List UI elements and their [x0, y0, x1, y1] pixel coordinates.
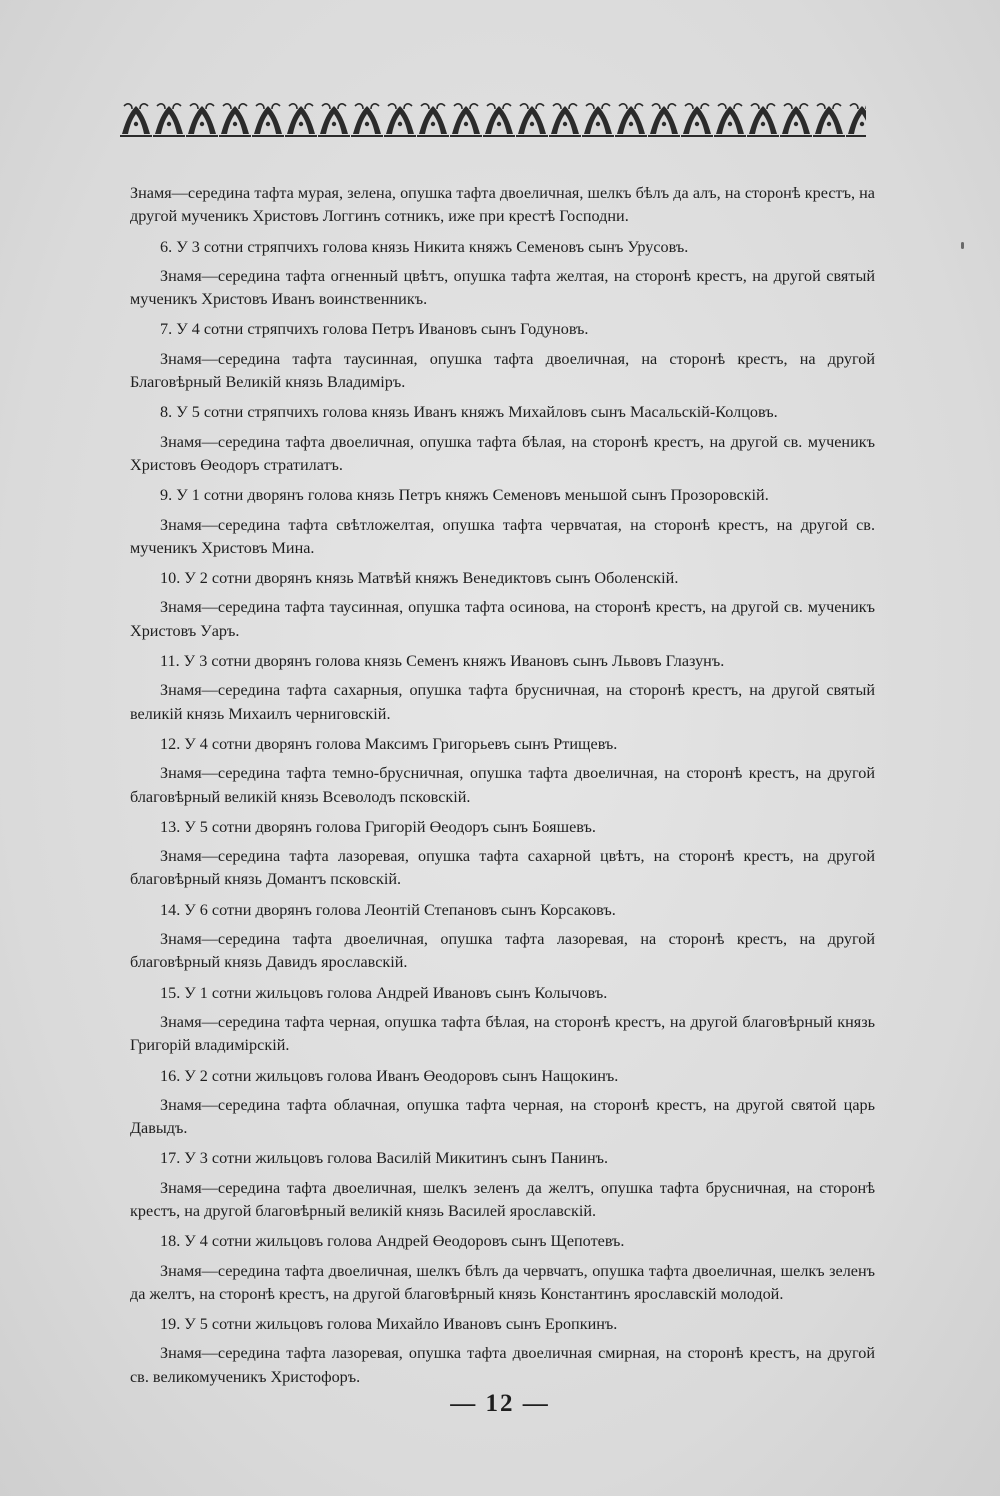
regiment-entry: 10. У 2 сотни дворянъ князь Матвѣй княжъ Венедиктовъ сынъ Оболенскій. — [160, 569, 679, 588]
banner-description: Знамя—середина тафта сахарныя, опушка тафта брусничная, на сторонѣ крестъ, на другой святый великій князь Михаилъ черниговскій. — [130, 681, 875, 723]
ink-speck — [961, 242, 964, 249]
regiment-entry: 13. У 5 сотни дворянъ голова Григорій Өеодоръ сынъ Бояшевъ. — [160, 817, 596, 836]
banner-description: Знамя—середина тафта лазоревая, опушка тафта двоеличная смирная, на сторонѣ крестъ, на другой св. великомученикъ Христофоръ. — [130, 1344, 875, 1386]
regiment-entry: 12. У 4 сотни дворянъ голова Максимъ Григорьевъ сынъ Ртищевъ. — [160, 734, 618, 753]
page-text — [130, 182, 875, 1396]
banner-description: Знамя—середина тафта огненный цвѣтъ, опушка тафта желтая, на сторонѣ крестъ, на другой святый мученикъ Христовъ Иванъ воинственникъ. — [130, 266, 875, 309]
regiment-entry: 11. У 3 сотни дворянъ голова князь Семенъ княжъ Ивановъ сынъ Львовъ Глазунъ. — [160, 652, 725, 671]
banner-description: Знамя—середина тафта свѣтложелтая, опушка тафта червчатая, на сторонѣ крестъ, на другой св. мученикъ Христовъ Мина. — [130, 515, 875, 557]
page-number: — 12 — — [450, 1390, 550, 1417]
banner-description: Знамя—середина тафта таусинная, опушка тафта осинова, на сторонѣ крестъ, на другой св. мученикъ Христовъ Уаръ. — [130, 598, 875, 640]
banner-description: Знамя—середина тафта двоеличная, шелкъ бѣлъ да червчатъ, опушка тафта двоеличная, шелкъ зеленъ да желтъ, на сторонѣ крестъ, на другой благовѣрный князь Константинъ ярославскій молодой. — [130, 1261, 875, 1303]
banner-description: Знамя—середина тафта лазоревая, опушка тафта сахарной цвѣтъ, на сторонѣ крестъ, на другой благовѣрный князь Домантъ псковскій. — [130, 847, 875, 889]
regiment-entry: 7. У 4 сотни стряпчихъ голова Петръ Ивановъ сынъ Годуновъ. — [160, 320, 589, 339]
regiment-entry: 15. У 1 сотни жильцовъ голова Андрей Ивановъ сынъ Колычовъ. — [160, 983, 608, 1002]
banner-description: Знамя—середина тафта темно-брусничная, опушка тафта двоеличная, на сторонѣ крестъ, на другой благовѣрный великій князь Всеволодъ псковскій. — [130, 764, 875, 806]
regiment-entry: 18. У 4 сотни жильцовъ голова Андрей Өеодоровъ сынъ Щепотевъ. — [160, 1232, 625, 1251]
regiment-entry: 8. У 5 сотни стряпчихъ голова князь Иванъ княжъ Михайловъ сынъ Масальскій-Колцовъ. — [160, 403, 778, 422]
regiment-entry: 16. У 2 сотни жильцовъ голова Иванъ Өеодоровъ сынъ Нащокинъ. — [160, 1066, 619, 1085]
regiment-entry: 19. У 5 сотни жильцовъ голова Михайло Ивановъ сынъ Еропкинъ. — [160, 1315, 618, 1334]
regiment-entry: 6. У 3 сотни стряпчихъ голова князь Никита княжъ Семеновъ сынъ Урусовъ. — [160, 237, 689, 256]
banner-description: Знамя—середина тафта двоеличная, опушка тафта бѣлая, на сторонѣ крестъ, на другой св. мученикъ Христовъ Өеодоръ стратилатъ. — [130, 432, 875, 474]
regiment-entry: 9. У 1 сотни дворянъ голова князь Петръ княжъ Семеновъ меньшой сынъ Прозоровскій. — [160, 486, 769, 505]
banner-description: Знамя—середина тафта двоеличная, шелкъ зеленъ да желтъ, опушка тафта брусничная, на сторонѣ крестъ, на другой благовѣрный великій князь Василей ярославскій. — [130, 1178, 875, 1220]
banner-description: Знамя—середина тафта облачная, опушка тафта черная, на сторонѣ крестъ, на другой святой царь Давыдъ. — [130, 1095, 875, 1138]
banner-description: Знамя—середина тафта двоеличная, опушка тафта лазоревая, на сторонѣ крестъ, на другой благовѣрный князь Давидъ ярославскій. — [130, 930, 875, 972]
regiment-entry: 17. У 3 сотни жильцовъ голова Василій Микитинъ сынъ Панинъ. — [160, 1149, 609, 1168]
banner-description: Знамя—середина тафта мурая, зелена, опушка тафта двоеличная, шелкъ бѣлъ да алъ, на сторонѣ крестъ, на другой мученикъ Христовъ Логгинъ сотникъ, иже при крестѣ Господни. — [130, 184, 875, 226]
ornamental-header-band — [120, 100, 866, 138]
banner-description: Знамя—середина тафта таусинная, опушка тафта двоеличная, на сторонѣ крестъ, на другой Благовѣрный Великій князь Владиміръ. — [130, 349, 875, 392]
banner-description: Знамя—середина тафта черная, опушка тафта бѣлая, на сторонѣ крестъ, на другой благовѣрный князь Григорій владимірскій. — [130, 1012, 875, 1055]
regiment-entry: 14. У 6 сотни дворянъ голова Леонтій Степановъ сынъ Корсаковъ. — [160, 900, 616, 919]
